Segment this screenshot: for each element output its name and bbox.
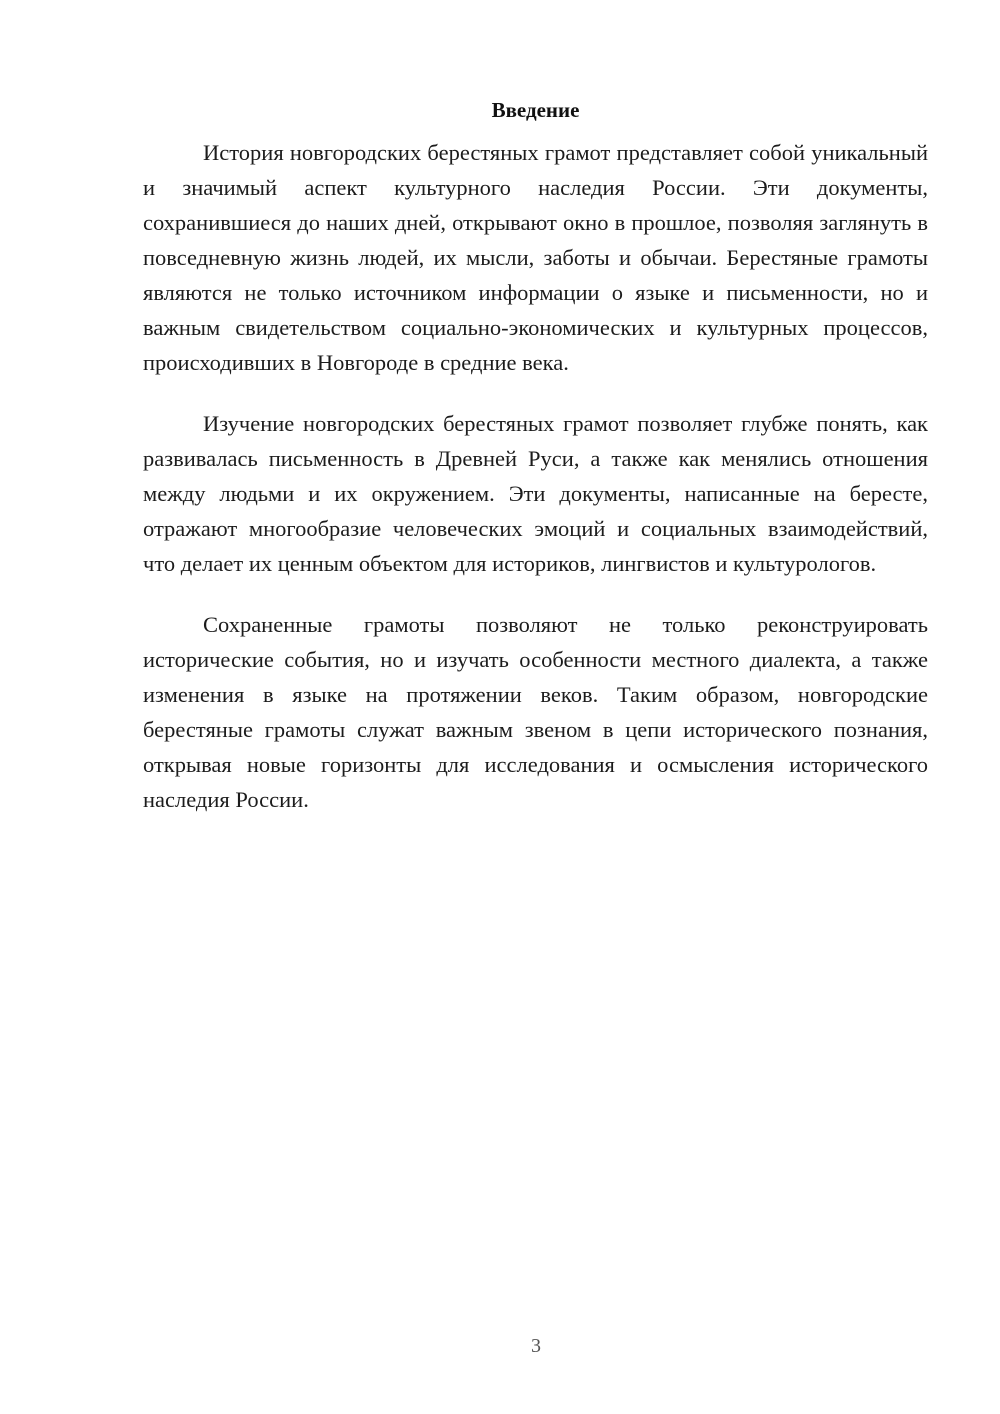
page-number: 3 xyxy=(531,1335,541,1357)
paragraph-2: Изучение новгородских берестяных грамот позволяет глубже понять, как развивалась письменность в Древней Руси, а также как менялись отношения между людьми и их окружением. Эти документы, написанные на бересте, отражают многообразие человеческих эмоций и социальных взаимодействий, что делает их ценным объектом для историков, лингвистов и культурологов. xyxy=(143,411,928,576)
page-body xyxy=(143,96,928,843)
paragraph-1: История новгородских берестяных грамот представляет собой уникальный и значимый аспект культурного наследия России. Эти документы, сохранившиеся до наших дней, открывают окно в прошлое, позволяя заглянуть в повседневную жизнь людей, их мысли, заботы и обычаи. Берестяные грамоты являются не только источником информации о языке и письменности, но и важным свидетельством социально-экономических и культурных процессов, происходивших в Новгороде в средние века. xyxy=(143,140,928,375)
section-heading: Введение xyxy=(491,98,580,122)
paragraph-3: Сохраненные грамоты позволяют не только реконструировать исторические события, но и изучать особенности местного диалекта, а также изменения в языке на протяжении веков. Таким образом, новгородские берестяные грамоты служат важным звеном в цепи исторического познания, открывая новые горизонты для исследования и осмысления исторического наследия России. xyxy=(143,612,928,812)
